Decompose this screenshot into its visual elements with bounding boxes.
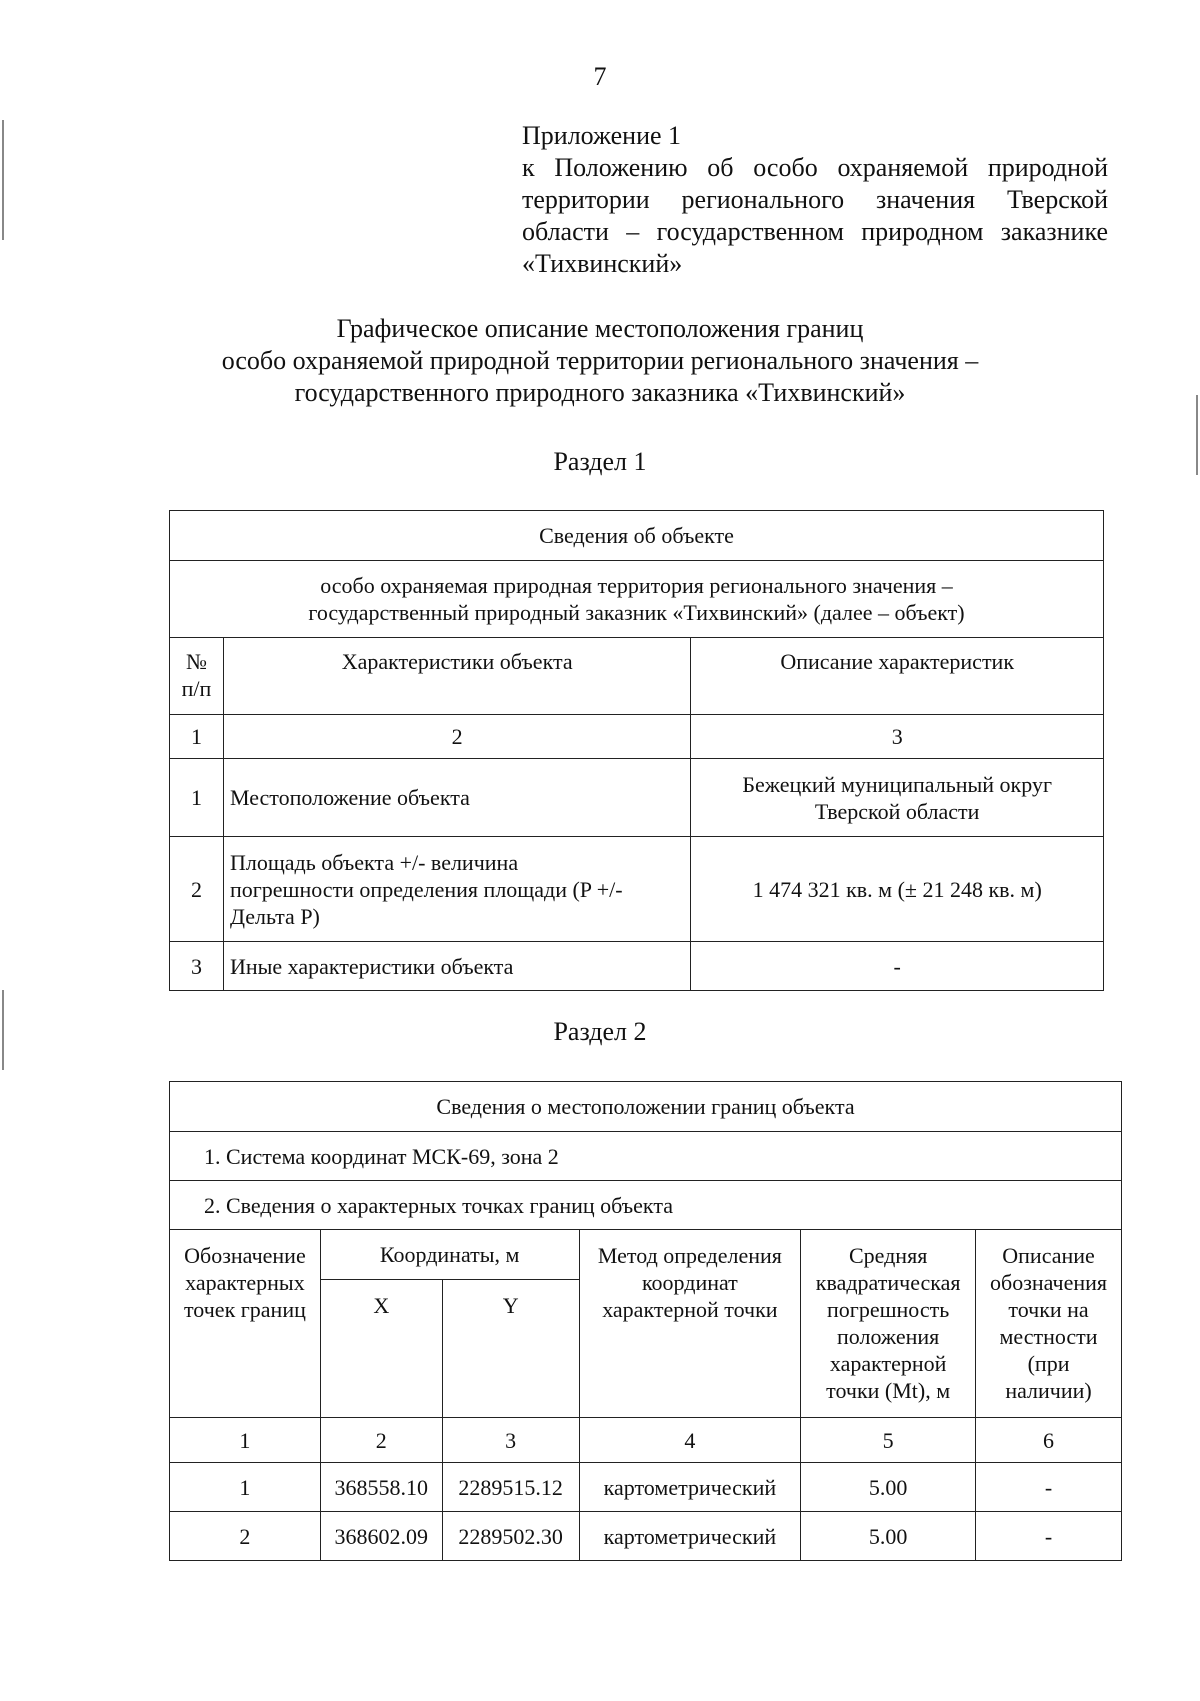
row-description: Бежецкий муниципальный округ Тверской области [691, 759, 1104, 837]
column-number: 5 [801, 1418, 976, 1463]
points-info-line: 2. Сведения о характерных точках границ объекта [170, 1181, 1122, 1230]
column-number: 3 [691, 715, 1104, 759]
appendix-title: Приложение 1 [522, 121, 682, 150]
header-description: Описание обозначения точки на местности (при наличии) [976, 1230, 1122, 1418]
cell-y: 2289515.12 [442, 1463, 579, 1512]
row-characteristic: Площадь объекта +/- величина погрешности определения площади (P +/- Дельта P) [223, 837, 690, 942]
header-error: Средняя квадратическая погрешность положения характерной точки (Mt), м [801, 1230, 976, 1418]
boundary-points-table [169, 1081, 1122, 1561]
object-info-table-title: Сведения об объекте [170, 511, 1104, 561]
cell-y: 2289502.30 [442, 1512, 579, 1561]
column-number: 2 [320, 1418, 442, 1463]
column-number: 1 [170, 1418, 321, 1463]
column-number: 3 [442, 1418, 579, 1463]
scan-edge-mark [1196, 395, 1198, 475]
table-row [170, 1512, 1122, 1561]
cell-error: 5.00 [801, 1463, 976, 1512]
section-1-heading: Раздел 1 [553, 447, 647, 476]
cell-error: 5.00 [801, 1512, 976, 1561]
row-num: 3 [170, 942, 224, 991]
column-number: 2 [223, 715, 690, 759]
row-description: - [691, 942, 1104, 991]
header-point: Обозначение характерных точек границ [170, 1230, 321, 1418]
cell-desc: - [976, 1512, 1122, 1561]
object-name-line-1: особо охраняемая природная территория регионального значения – [320, 573, 953, 598]
column-number: 6 [976, 1418, 1122, 1463]
object-name-cell [170, 561, 1104, 638]
header-y: Y [442, 1280, 579, 1418]
row-characteristic: Местоположение объекта [223, 759, 690, 837]
boundary-table-title: Сведения о местоположении границ объекта [170, 1082, 1122, 1132]
section-2-heading: Раздел 2 [553, 1017, 647, 1046]
table-row [170, 759, 1104, 837]
object-name-line-2: государственный природный заказник «Тихвинский» (далее – объект) [308, 600, 965, 625]
appendix-block [522, 120, 1108, 280]
cell-point: 2 [170, 1512, 321, 1561]
document-title-line-1: Графическое описание местоположения границ [336, 314, 864, 343]
header-coordinates: Координаты, м [320, 1230, 579, 1280]
column-number: 1 [170, 715, 224, 759]
cell-method: картометрический [579, 1512, 801, 1561]
table-row [170, 942, 1104, 991]
column-number: 4 [579, 1418, 801, 1463]
table-row [170, 837, 1104, 942]
header-description: Описание характеристик [691, 638, 1104, 715]
cell-method: картометрический [579, 1463, 801, 1512]
row-characteristic: Иные характеристики объекта [223, 942, 690, 991]
document-title-line-2: особо охраняемой природной территории регионального значения – [221, 346, 979, 375]
coordinate-system-line: 1. Система координат МСК-69, зона 2 [170, 1132, 1122, 1181]
scan-edge-mark [2, 120, 4, 240]
header-num: № п/п [170, 638, 224, 715]
document-title [150, 313, 1050, 409]
header-x: X [320, 1280, 442, 1418]
appendix-text: к Положению об особо охраняемой природной территории регионального значения Тверской области – государственном природном заказнике «Тихвинский» [522, 153, 1108, 278]
row-description: 1 474 321 кв. м (± 21 248 кв. м) [691, 837, 1104, 942]
cell-desc: - [976, 1463, 1122, 1512]
document-title-line-3: государственного природного заказника «Тихвинский» [294, 378, 906, 407]
row-num: 2 [170, 837, 224, 942]
header-method: Метод определения координат характерной точки [579, 1230, 801, 1418]
cell-point: 1 [170, 1463, 321, 1512]
scan-edge-mark [2, 990, 4, 1070]
object-info-table [169, 510, 1104, 991]
row-num: 1 [170, 759, 224, 837]
header-characteristics: Характеристики объекта [223, 638, 690, 715]
cell-x: 368602.09 [320, 1512, 442, 1561]
cell-x: 368558.10 [320, 1463, 442, 1512]
page-number: 7 [593, 62, 607, 91]
table-row [170, 1463, 1122, 1512]
